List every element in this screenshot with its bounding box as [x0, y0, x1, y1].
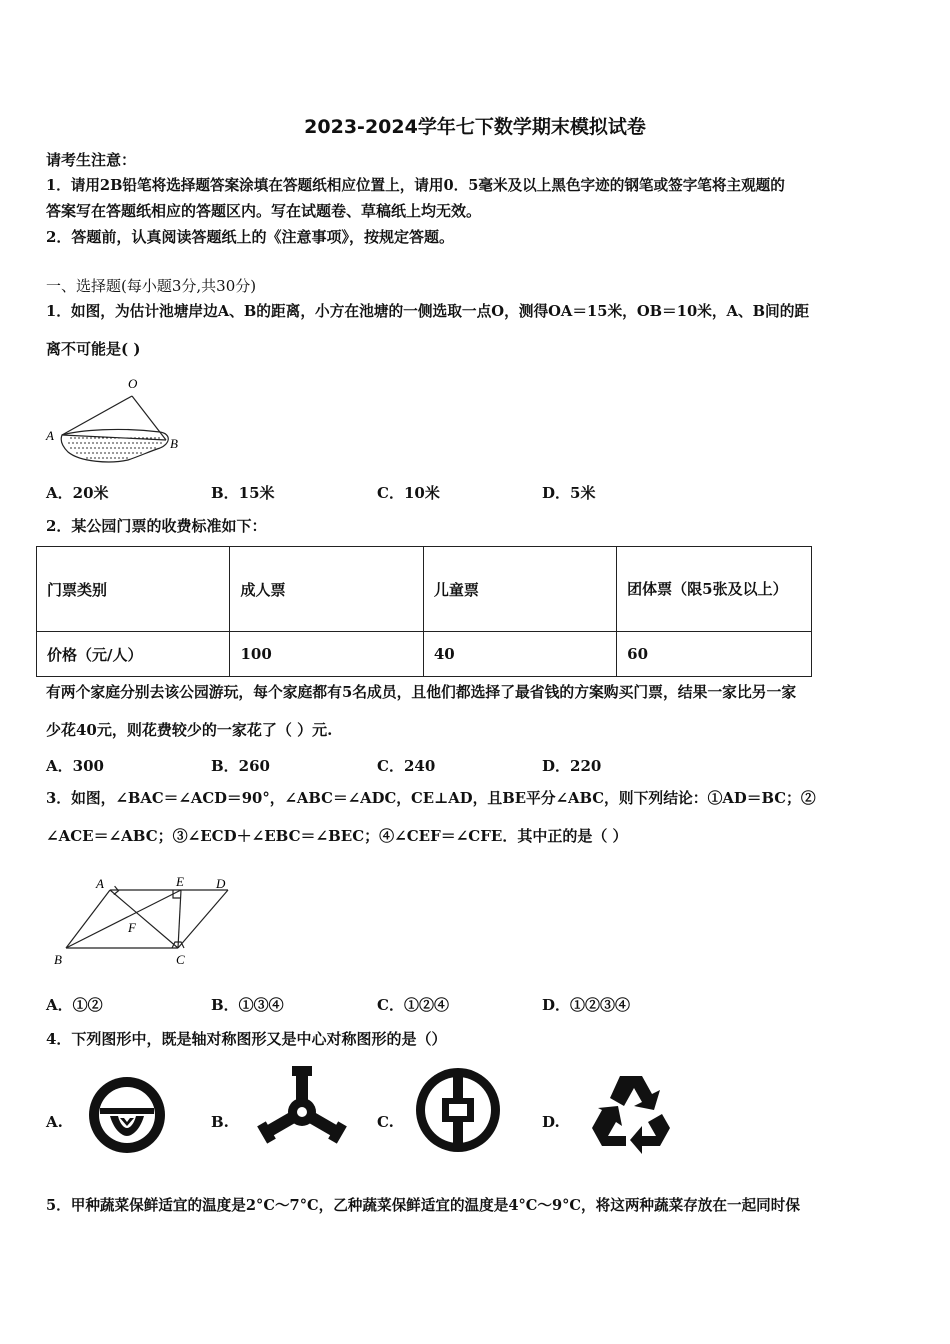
q1-stem-line-2: 离不可能是( ) [46, 340, 141, 358]
q4-option-c[interactable]: C. [377, 1113, 394, 1131]
q1-label-a: A [46, 428, 54, 443]
q4-option-b[interactable]: B. [211, 1113, 229, 1131]
q1-pond-figure [40, 372, 200, 472]
table-row [37, 547, 812, 632]
table-cell: 40 [423, 632, 616, 677]
q3-label-a: A [96, 876, 104, 891]
group-ticket-label: 团体票（限5张及以上） [627, 580, 788, 598]
notice-line-1a: 1．请用2B铅笔将选择题答案涂填在答题纸相应位置上，请用0．5毫米及以上黑色字迹的钢笔或签字笔将主观题的 [46, 177, 785, 194]
q4-option-a[interactable]: A. [46, 1113, 63, 1131]
q1-option-c[interactable]: C．10米 [377, 484, 440, 502]
q1-stem-line-1: 1．如图，为估计池塘岸边A、B的距离，小方在池塘的一侧选取一点O，测得OA＝15米，OB＝10米，A、B间的距 [46, 303, 810, 320]
q4-option-c-coin-logo-icon [414, 1066, 502, 1154]
q5-stem-line-1: 5．甲种蔬菜保鲜适宜的温度是2°C～7°C，乙种蔬菜保鲜适宜的温度是4°C～9°C，将这两种蔬菜存放在一起同时保 [46, 1197, 800, 1214]
section-heading: 一、选择题(每小题3分,共30分) [46, 277, 257, 295]
table-header-cell [617, 547, 812, 632]
q1-option-b[interactable]: B．15米 [211, 484, 275, 502]
q3-option-a[interactable]: A．①② [46, 996, 103, 1014]
q4-option-d-recycle-icon [586, 1070, 676, 1156]
q3-label-d: D [216, 876, 226, 891]
notice-line-2: 2．答题前，认真阅读答题纸上的《注意事项》，按规定答题。 [46, 228, 454, 246]
q1-label-b: B [170, 436, 178, 451]
q1-label-o: O [128, 376, 138, 391]
table-cell: 100 [230, 632, 423, 677]
ticket-price-table [36, 546, 812, 677]
q2-option-c[interactable]: C．240 [377, 757, 436, 775]
q2-body-line-1: 有两个家庭分别去该公园游玩，每个家庭都有5名成员，且他们都选择了最省钱的方案购买门票，结果一家比另一家 [46, 684, 797, 701]
q4-option-d[interactable]: D. [542, 1113, 560, 1131]
q3-geometry-figure [50, 872, 250, 972]
q2-option-a[interactable]: A．300 [46, 757, 104, 775]
table-header-cell: 门票类别 [37, 547, 230, 632]
q2-body-line-2: 少花40元，则花费较少的一家花了（ ）元. [46, 721, 333, 739]
q3-stem-line-1: 3．如图，∠BAC＝∠ACD＝90°，∠ABC＝∠ADC，CE⊥AD，且BE平分∠ABC，则下列结论：①AD＝BC；② [46, 790, 816, 807]
q3-label-e: E [176, 874, 184, 889]
q3-label-c: C [176, 952, 185, 967]
q4-option-a-emblem-icon [84, 1072, 170, 1158]
q4-option-b-tri-blade-icon [254, 1064, 350, 1152]
q3-stem-line-2: ∠ACE＝∠ABC；③∠ECD＋∠EBC＝∠BEC；④∠CEF＝∠CFE．其中正的是（ ） [46, 827, 628, 845]
table-header-cell: 儿童票 [423, 547, 616, 632]
q2-option-b[interactable]: B．260 [211, 757, 270, 775]
q3-option-d[interactable]: D．①②③④ [542, 996, 631, 1014]
table-header-cell: 成人票 [230, 547, 423, 632]
page-title: 2023-2024学年七下数学期末模拟试卷 [304, 116, 646, 138]
q3-option-b[interactable]: B．①③④ [211, 996, 284, 1014]
q4-stem: 4．下列图形中，既是轴对称图形又是中心对称图形的是（） [46, 1030, 447, 1048]
q3-option-c[interactable]: C．①②④ [377, 996, 449, 1014]
q2-stem: 2．某公园门票的收费标准如下： [46, 517, 267, 535]
q2-option-d[interactable]: D．220 [542, 757, 602, 775]
notice-heading: 请考生注意： [46, 151, 137, 169]
table-cell: 60 [617, 632, 812, 677]
table-cell: 价格（元/人） [37, 632, 230, 677]
table-row [37, 632, 812, 677]
q3-label-b: B [54, 952, 62, 967]
q1-option-a[interactable]: A．20米 [46, 484, 109, 502]
q1-option-d[interactable]: D．5米 [542, 484, 596, 502]
q3-label-f: F [128, 920, 136, 935]
notice-line-1b: 答案写在答题纸相应的答题区内。写在试题卷、草稿纸上均无效。 [46, 202, 482, 220]
